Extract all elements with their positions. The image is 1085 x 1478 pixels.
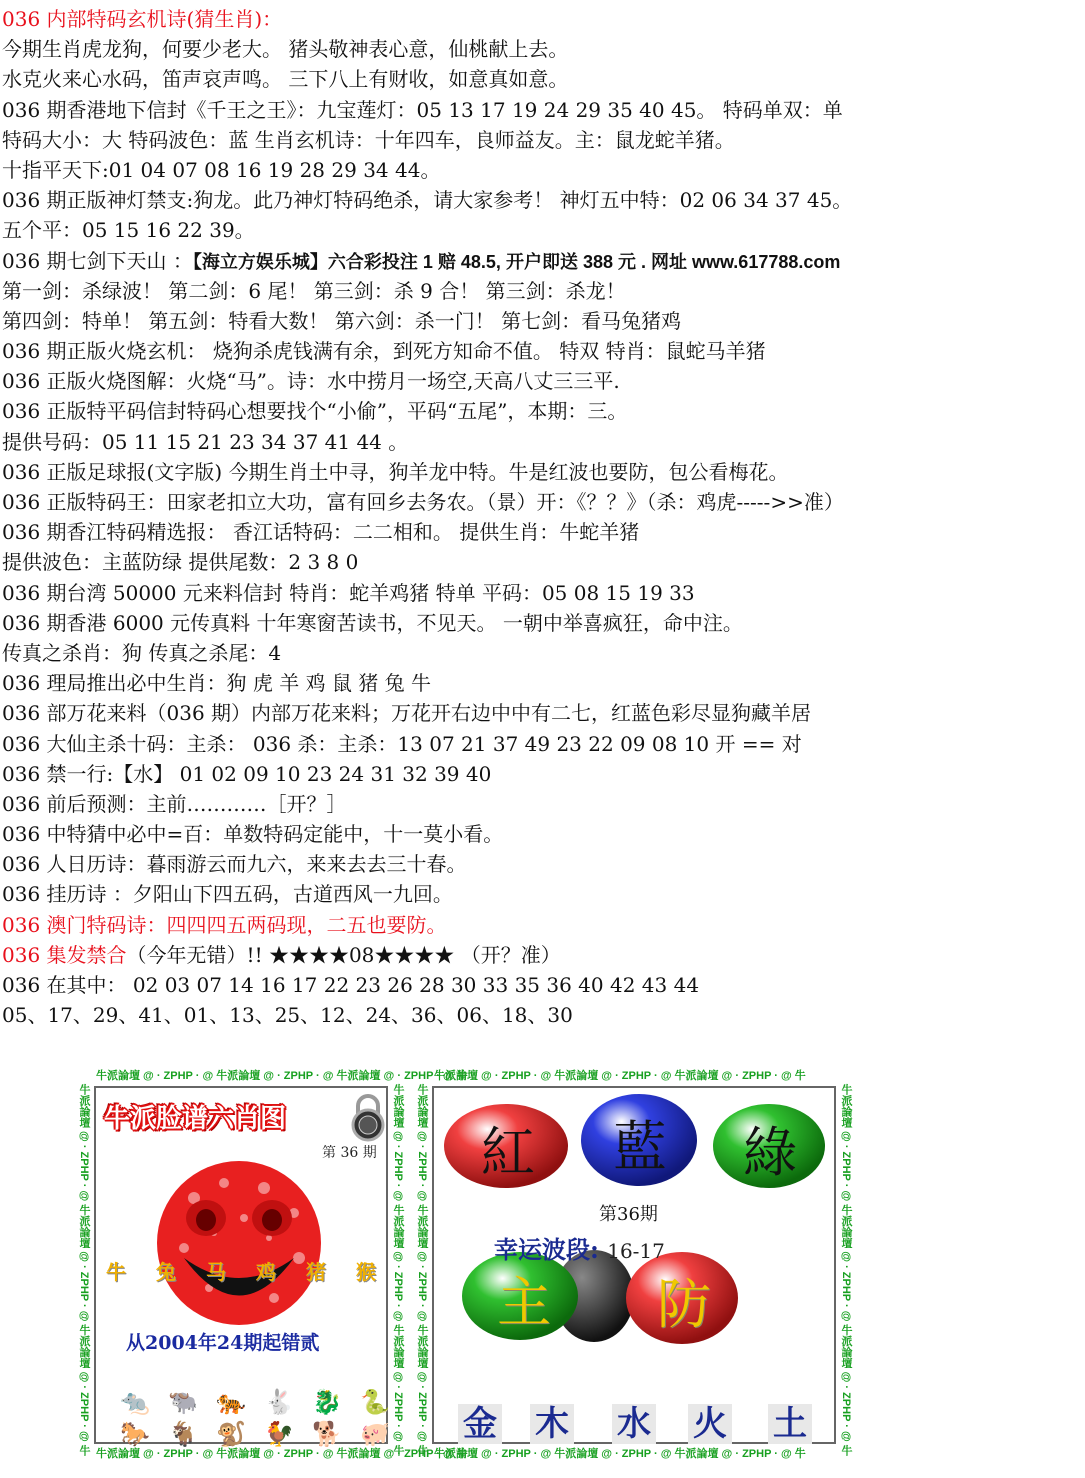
- text-line: 第一剑：杀绿波！ 第二剑：6 尾！ 第三剑：杀 9 合！ 第三剑：杀龙！: [2, 278, 626, 303]
- line-prefix: 036 期七剑下天山 ：: [2, 248, 193, 273]
- element-wood: 木: [530, 1404, 574, 1444]
- text-line: 036 期台湾 50000 元来料信封 特肖：蛇羊鸡猪 特单 平码：05 08 15 19 33: [2, 580, 695, 605]
- text-line: [2, 940, 1082, 970]
- text-line: 特码大小：大 特码波色：蓝 生肖玄机诗：十年四车，良师益友。主：鼠龙蛇羊猪。: [2, 127, 735, 152]
- watermark-border-left: 牛派論壇 @ · ZPHP · @ 牛派論壇 @ · ZPHP · @ 牛派論壇 @ · ZPHP · @ 牛: [416, 1084, 428, 1456]
- error-record-note: 从2004年24期起错贰: [126, 1332, 320, 1354]
- line-rest-part: （今年无错）!! ★★★★08★★★★ （开？准）: [126, 942, 561, 967]
- guard-label: 防: [657, 1273, 711, 1336]
- text-line: 036 人日历诗：暮雨游云而九六，来来去去三十春。: [2, 852, 467, 877]
- lock-icon: [346, 1092, 390, 1142]
- element-fire: 火: [688, 1404, 732, 1444]
- zodiac-5: 猪: [306, 1260, 326, 1284]
- element-earth: 土: [768, 1404, 812, 1444]
- element-metal: 金: [458, 1404, 502, 1444]
- rooster-icon: 🐓: [264, 1420, 294, 1448]
- animal-row-1: [120, 1388, 390, 1416]
- horse-icon: 🐎: [120, 1420, 150, 1448]
- watermark-border-top: 牛派論壇 @ · ZPHP · @ 牛派論壇 @ · ZPHP · @ 牛派論壇 @ · ZPHP · @ 牛: [96, 1070, 468, 1082]
- text-line: 036 中特猜中必中=百：单数特码定能中，十一莫小看。: [2, 822, 504, 847]
- watermark-border-right: 牛派論壇 @ · ZPHP · @ 牛派論壇 @ · ZPHP · @ 牛派論壇 @ · ZPHP · @ 牛: [840, 1084, 852, 1456]
- text-line: [2, 246, 1082, 276]
- lucky-label: 幸运波段:: [494, 1235, 599, 1264]
- text-line: 传真之杀肖：狗 传真之杀尾：4: [2, 640, 282, 665]
- rabbit-icon: 🐇: [264, 1388, 294, 1416]
- text-line: 五个平：05 15 16 22 39。: [2, 218, 255, 243]
- text-line: 036 正版特码王：田家老扣立大功，富有回乡去务农。（景）开：《？？》（杀：鸡虎----->>准）: [2, 490, 844, 514]
- text-line: 036 挂历诗 ：夕阳山下四五码，古道西风一九回。: [2, 882, 453, 907]
- face-chart-image: [94, 1086, 390, 1448]
- text-line: 036 在其中： 02 03 07 14 16 17 22 23 26 28 30 33 35 36 40 42 43 44: [2, 973, 700, 997]
- text-line: 提供波色：主蓝防绿 提供尾数：2 3 8 0: [2, 550, 359, 575]
- smiley-face-icon: [154, 1158, 324, 1328]
- dog-icon: 🐕: [312, 1420, 342, 1448]
- monkey-icon: 🐒: [216, 1420, 246, 1448]
- lucky-value: 16-17: [607, 1239, 665, 1263]
- line-red-part: 036 集发禁合: [2, 942, 127, 967]
- article-text: [2, 4, 1082, 1030]
- snake-icon: 🐍: [360, 1388, 390, 1416]
- zodiac-4: 鸡: [256, 1260, 276, 1284]
- face-chart-issue: 第 36 期: [322, 1145, 377, 1161]
- text-line: 提供号码：05 11 15 21 23 34 37 41 44 。: [2, 429, 409, 454]
- text-line: 036 期香江特码精选报： 香江话特码：二二相和。 提供生肖：牛蛇羊猪: [2, 520, 640, 545]
- text-line: 036 正版足球报(文字版) 今期生肖土中寻，狗羊龙中特。牛是红波也要防，包公看梅花。: [2, 459, 789, 484]
- text-line: 036 期香港地下信封《千王之王》：九宝莲灯：05 13 17 19 24 29 35 40 45。 特码单双：单: [2, 97, 843, 122]
- text-line: 第四剑：特单！ 第五剑：特看大数！ 第六剑：杀一门！ 第七剑：看马兔猪鸡: [2, 308, 682, 333]
- text-line: 036 理局推出必中生肖：狗 虎 羊 鸡 鼠 猪 兔 牛: [2, 671, 432, 696]
- element-water: 水: [612, 1404, 656, 1444]
- wave-color-image: [432, 1086, 836, 1444]
- text-line: 036 期正版火烧玄机： 烧狗杀虎钱满有余，到死方知命不值。 特双 特肖：鼠蛇马羊猪: [2, 339, 766, 364]
- watermark-border-left: 牛派論壇 @ · ZPHP · @ 牛派論壇 @ · ZPHP · @ 牛派論壇 @ · ZPHP · @ 牛: [78, 1084, 90, 1456]
- text-line: 036 禁一行:【水】 01 02 09 10 23 24 31 32 39 40: [2, 761, 492, 786]
- zodiac-2: 兔: [156, 1260, 176, 1284]
- text-line: 036 内部特码玄机诗(猜生肖)：: [2, 7, 283, 31]
- text-line: 水克火来心水码，笛声哀声鸣。 三下八上有财收，如意真如意。: [2, 67, 569, 92]
- watermark-border-top: 牛派論壇 @ · ZPHP · @ 牛派論壇 @ · ZPHP · @ 牛派論壇 @ · ZPHP · @ 牛: [434, 1070, 806, 1082]
- wave-color-panel: [414, 1068, 854, 1462]
- text-line: 十指平天下:01 04 07 08 16 19 28 29 34 44。: [2, 157, 441, 182]
- goat-icon: 🐐: [168, 1420, 198, 1448]
- rat-icon: 🐀: [120, 1388, 150, 1416]
- casino-ad-link[interactable]: 【海立方娱乐城】六合彩投注 1 赔 48.5, 开户即送 388 元 . 网址 www.617788.com: [192, 251, 841, 272]
- animal-row-2: [120, 1420, 390, 1448]
- text-line: 036 澳门特码诗：四四四五两码现，二五也要防。: [2, 912, 447, 937]
- zodiac-3: 马: [206, 1260, 226, 1284]
- face-chart-panel: [76, 1068, 468, 1462]
- text-line: 036 正版火烧图解：火烧“马”。诗：水中捞月一场空,天高八丈三三平.: [2, 369, 620, 394]
- green-label: 綠: [743, 1121, 797, 1184]
- text-line: 036 期香港 6000 元传真料 十年寒窗苦读书，不见天。 一朝中举喜疯狂，命中注。: [2, 610, 743, 635]
- zodiac-1: 牛: [106, 1260, 126, 1284]
- blue-label: 藍: [613, 1115, 667, 1178]
- text-line: 036 期正版神灯禁支:狗龙。此乃神灯特码绝杀，请大家参考！ 神灯五中特：02 06 34 37 45。: [2, 188, 853, 213]
- main-label: 主: [497, 1271, 551, 1334]
- dragon-icon: 🐉: [312, 1388, 342, 1416]
- watermark-border-right: 牛派論壇 @ · ZPHP · @ 牛派論壇 @ · ZPHP · @ 牛派論壇 @ · ZPHP · @ 牛: [392, 1084, 404, 1456]
- six-zodiac-row: [106, 1256, 376, 1285]
- red-label: 紅: [481, 1121, 535, 1184]
- text-line: 今期生肖虎龙狗，何要少老大。 猪头敬神表心意，仙桃献上去。: [2, 37, 569, 62]
- watermark-border-bottom: 牛派論壇 @ · ZPHP · @ 牛派論壇 @ · ZPHP · @ 牛派論壇 @ · ZPHP · @ 牛: [96, 1448, 468, 1460]
- face-chart-title: 牛派脸谱六肖图: [104, 1104, 287, 1134]
- watermark-border-bottom: 牛派論壇 @ · ZPHP · @ 牛派論壇 @ · ZPHP · @ 牛派論壇 @ · ZPHP · @ 牛: [434, 1448, 806, 1460]
- wave-issue: 第36期: [599, 1204, 658, 1225]
- tiger-icon: 🐅: [216, 1388, 246, 1416]
- text-line: 05、17、29、41、01、13、25、12、24、36、06、18、30: [2, 1003, 573, 1028]
- pig-icon: 🐖: [360, 1420, 390, 1448]
- ox-icon: 🐃: [168, 1388, 198, 1416]
- text-line: 036 正版特平码信封特码心想要找个“小偷”，平码“五尾”，本期：三。: [2, 399, 628, 424]
- text-line: 036 部万花来料（036 期）内部万花来料；万花开右边中中有二七，红蓝色彩尽显狗藏羊居: [2, 701, 812, 726]
- text-line: 036 大仙主杀十码：主杀： 036 杀：主杀：13 07 21 37 49 23 22 09 08 10 开 == 对: [2, 731, 802, 756]
- zodiac-6: 猴: [356, 1260, 376, 1284]
- text-line: 036 前后预测：主前…………［开？］: [2, 791, 347, 816]
